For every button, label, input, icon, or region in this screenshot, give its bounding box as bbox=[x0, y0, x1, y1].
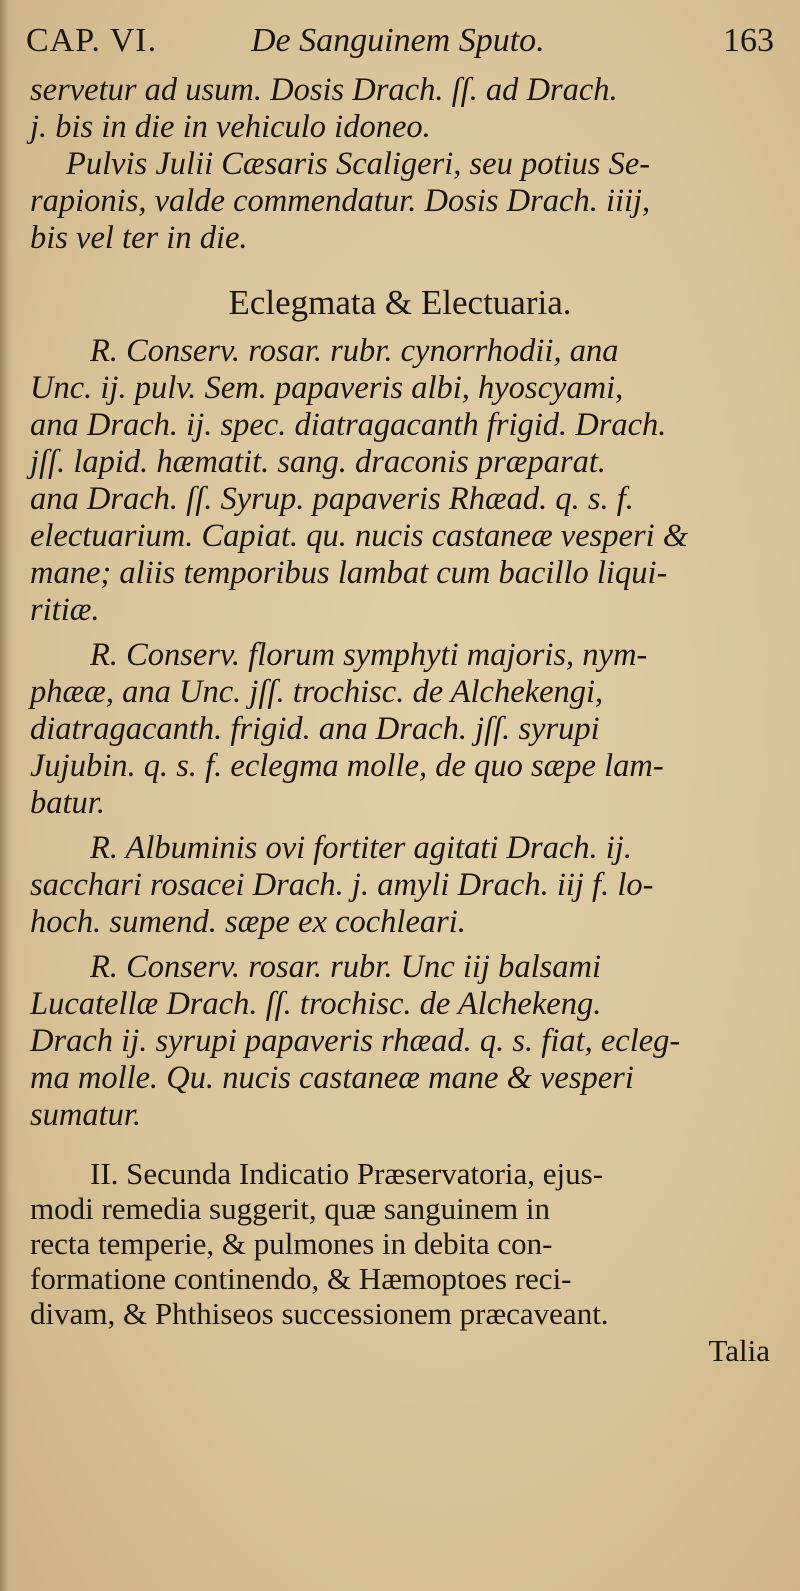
text-line: Unc. ij. pulv. Sem. papaveris albi, hyoscyami, bbox=[30, 370, 624, 406]
text-line: ritiæ. bbox=[30, 592, 100, 628]
text-line: R. Conserv. rosar. rubr. cynorrhodii, ana bbox=[90, 333, 619, 369]
recipe-1 bbox=[30, 333, 770, 629]
text-line: bis vel ter in die. bbox=[30, 220, 248, 256]
text-line: ana Drach. ſſ. Syrup. papaveris Rhæad. q. s. f. bbox=[30, 481, 634, 517]
recipe-2 bbox=[30, 637, 770, 822]
text-line: j. bis in die in vehiculo idoneo. bbox=[30, 109, 431, 145]
intro-text bbox=[30, 72, 770, 257]
text-line: Pulvis Julii Cæsaris Scaligeri, seu potius Se- bbox=[66, 146, 651, 182]
text-line: sacchari rosacei Drach. j. amyli Drach. iij f. lo- bbox=[30, 867, 654, 903]
text-line: R. Conserv. rosar. rubr. Unc iij balsami bbox=[90, 949, 602, 985]
text-line: Lucatellæ Drach. ſſ. trochisc. de Alchekeng. bbox=[30, 986, 602, 1022]
page-header bbox=[26, 22, 774, 62]
text-line: phææ, ana Unc. jſſ. trochisc. de Alchekengi, bbox=[30, 674, 604, 710]
text-line: diatragacanth. frigid. ana Drach. jſſ. syrupi bbox=[30, 711, 600, 747]
text-line: ma molle. Qu. nucis castaneæ mane & vesperi bbox=[30, 1060, 634, 1096]
text-line: modi remedia suggerit, quæ sanguinem in bbox=[30, 1191, 551, 1226]
chapter-label: CAP. VI. bbox=[26, 22, 158, 59]
page-body bbox=[30, 72, 770, 1369]
text-line: servetur ad usum. Dosis Drach. ſſ. ad Drach. bbox=[30, 72, 618, 108]
text-line: sumatur. bbox=[30, 1097, 142, 1133]
text-line: rapionis, valde commendatur. Dosis Drach. iiij, bbox=[30, 183, 651, 219]
text-line: electuarium. Capiat. qu. nucis castaneæ vesperi & bbox=[30, 518, 689, 554]
text-line: batur. bbox=[30, 785, 105, 821]
text-line: divam, & Phthiseos successionem præcaveant. bbox=[30, 1296, 609, 1331]
section-heading: Eclegmata & Electuaria. bbox=[228, 283, 572, 322]
text-line: R. Albuminis ovi fortiter agitati Drach. ij. bbox=[90, 830, 632, 866]
text-line: hoch. sumend. sæpe ex cochleari. bbox=[30, 904, 466, 940]
recipe-3 bbox=[30, 830, 770, 941]
paragraph-secunda-indicatio bbox=[30, 1156, 770, 1331]
text-line: recta temperie, & pulmones in debita con- bbox=[30, 1226, 553, 1261]
recipe-4 bbox=[30, 949, 770, 1134]
text-line: ana Drach. ij. spec. diatragacanth frigid. Drach. bbox=[30, 407, 667, 443]
text-line: formatione continendo, & Hæmoptoes reci- bbox=[30, 1261, 572, 1296]
text-line: mane; aliis temporibus lambat cum bacillo liqui- bbox=[30, 555, 668, 591]
gutter-shadow bbox=[0, 0, 14, 1591]
running-title: De Sanguinem Sputo. bbox=[251, 22, 545, 59]
page-number: 163 bbox=[723, 22, 774, 59]
catchword: Talia bbox=[708, 1333, 770, 1368]
text-line: II. Secunda Indicatio Præservatoria, ejus- bbox=[90, 1156, 604, 1191]
text-line: Drach ij. syrupi papaveris rhæad. q. s. fiat, ecleg- bbox=[30, 1023, 681, 1059]
text-line: R. Conserv. florum symphyti majoris, nym- bbox=[90, 637, 648, 673]
text-line: jſſ. lapid. hæmatit. sang. draconis præparat. bbox=[30, 444, 607, 480]
text-line: Jujubin. q. s. f. eclegma molle, de quo sæpe lam- bbox=[30, 748, 664, 784]
